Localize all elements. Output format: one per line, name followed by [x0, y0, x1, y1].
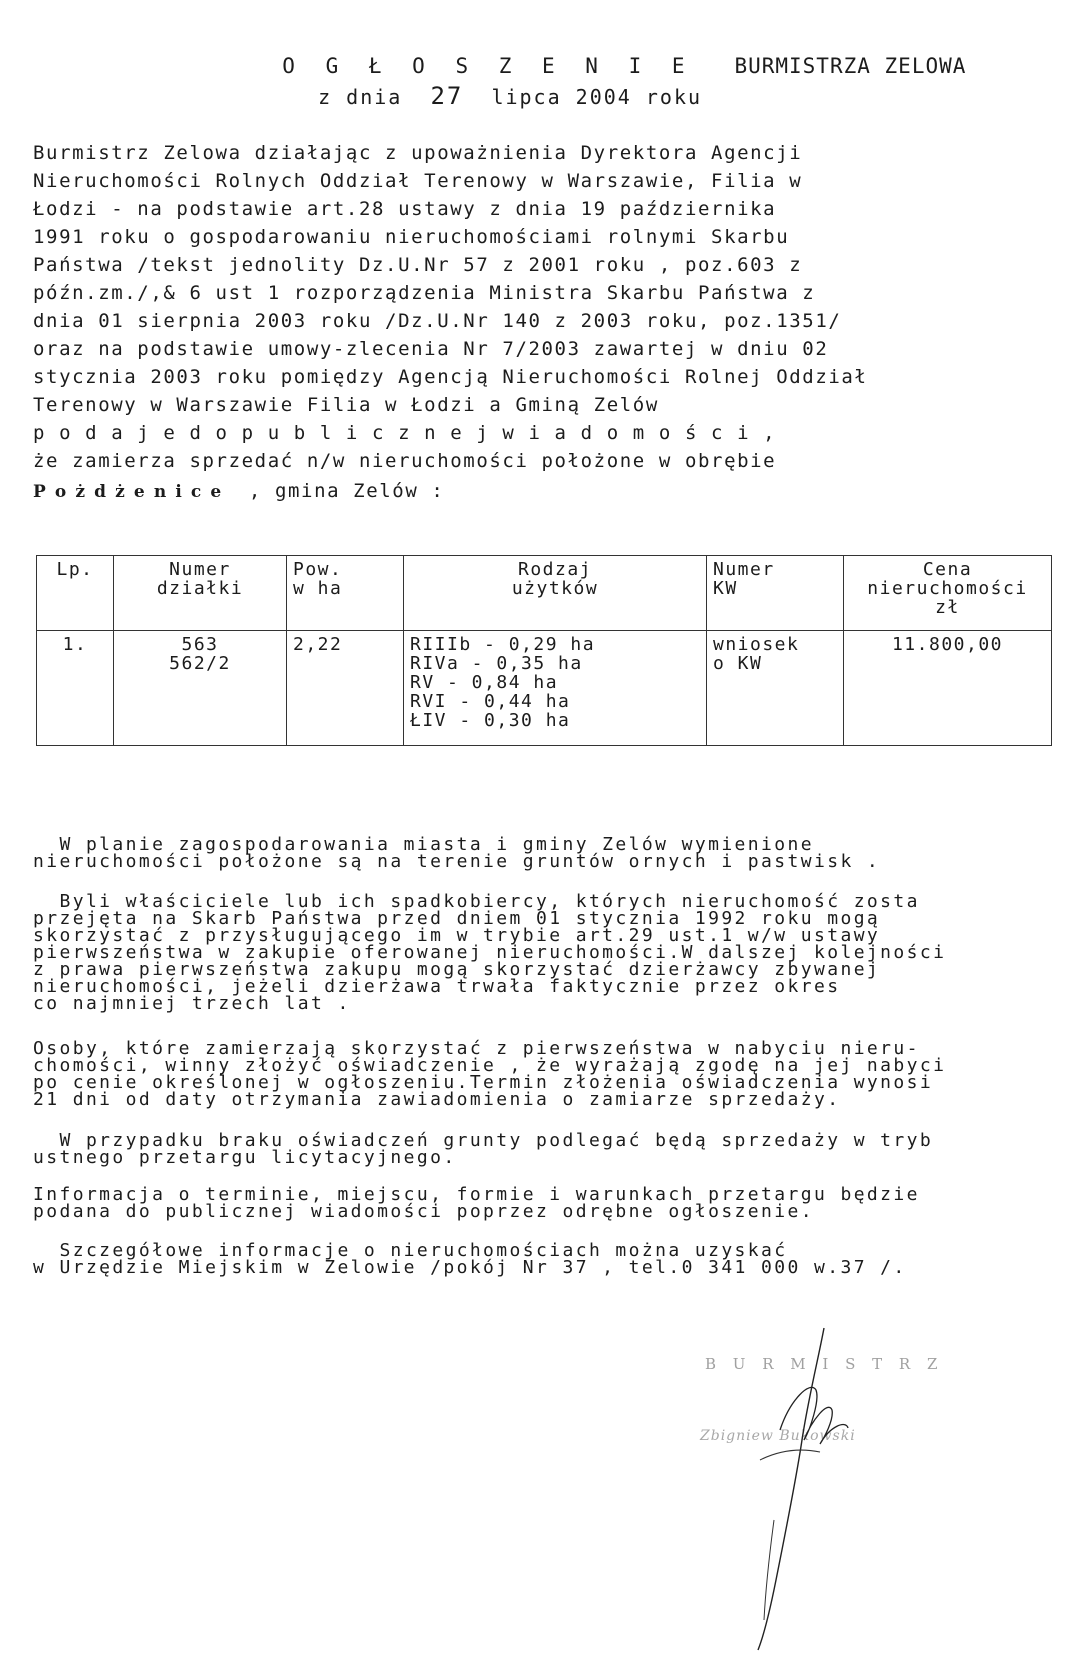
intro-line: stycznia 2003 roku pomiędzy Agencją Nieruchomości Rolnej Oddział [33, 366, 868, 388]
stamp-name: Zbigniew Bukowski [700, 1428, 856, 1444]
cell-lp: 1. [37, 631, 114, 746]
village-name: P o ż d ż e n i c e [33, 482, 223, 502]
date-day: 27 [430, 82, 464, 110]
intro-line: dnia 01 sierpnia 2003 roku /Dz.U.Nr 140 z 2003 roku, poz.1351/ [33, 310, 842, 332]
locality-line [33, 480, 444, 502]
intro-line: p o d a j e d o p u b l i c z n e j w i a d o m o ś c i , [33, 422, 777, 444]
paragraph-auction: W przypadku braku oświadczeń grunty podlegać będą sprzedaży w tryb ustnego przetargu licytacyjnego. [33, 1130, 934, 1168]
stamp-title: B U R M I S T R Z [705, 1355, 944, 1373]
paragraph-former-owners: Byli właściciele lub ich spadkobiercy, których nieruchomość zosta przejęta na Skarb Państwa przed dniem 01 stycznia 1992 roku mogą skorzystać z przysługującego im w trybie art.29 ust.1 w/w ustawy pierwszeństwa w zakupie oferowanej nieruchomości.W dalszej kolejności z prawa pierwszeństwa zakupu mogą skorzystać dzierżawcy zbywanej nieruchomości, jeżeli dzierżawa trwała faktycznie przez okres co najmniej trzech lat . [33, 891, 947, 1014]
paragraph-deadline: Osoby, które zamierzają skorzystać z pierwszeństwa w nabyciu nieru- chomości, winny złożyć oświadczenie , że wyrażają zgodę na jej nabyci po cenie określonej w ogłoszeniu.Termin złożenia oświadczenia wynosi 21 dni od daty otrzymania zawiadomienia o zamiarze sprzedaży. [33, 1038, 947, 1110]
title-issuer: BURMISTRZA ZELOWA [734, 54, 967, 78]
table-row [37, 631, 1052, 746]
cell-area: 2,22 [287, 631, 404, 746]
date-rest: lipca 2004 roku [491, 85, 703, 109]
header-plot: Numer działki [114, 556, 287, 631]
intro-line: Burmistrz Zelowa działając z upoważnienia Dyrektora Agencji [33, 142, 803, 164]
intro-line: późn.zm./,& 6 ust 1 rozporządzenia Ministra Skarbu Państwa z [33, 282, 816, 304]
header-area: Pow. w ha [287, 556, 404, 631]
header-lp: Lp. [37, 556, 114, 631]
intro-line: 1991 roku o gospodarowaniu nieruchomościami rolnymi Skarbu [33, 226, 790, 248]
notice-date [290, 58, 702, 110]
header-kw: Numer KW [707, 556, 844, 631]
intro-line: Terenowy w Warszawie Filia w Łodzi a Gminą Zelów [33, 394, 659, 416]
locality-rest: , gmina Zelów : [248, 480, 445, 502]
paragraph-zoning: W planie zagospodarowania miasta i gminy Zelów wymienione nieruchomości położone są na terenie gruntów ornych i pastwisk . [33, 834, 881, 872]
intro-line: Łodzi - na podstawie art.28 ustawy z dnia 19 października [33, 198, 777, 220]
intro-line: oraz na podstawie umowy-zlecenia Nr 7/2003 zawartej w dniu 02 [33, 338, 829, 360]
intro-line: że zamierza sprzedać n/w nieruchomości położone w obrębie [33, 450, 777, 472]
handwritten-signature [720, 1320, 880, 1660]
date-prefix: z dnia [318, 85, 403, 109]
paragraph-information: Informacja o terminie, miejscu, formie i warunkach przetargu będzie podana do publicznej wiadomości poprzez odrębne ogłoszenie. [33, 1184, 920, 1222]
title-word: O G Ł O S Z E N I E [282, 54, 694, 78]
header-price: Cena nieruchomości zł [844, 556, 1052, 631]
land-table [36, 555, 1052, 746]
intro-line: Nieruchomości Rolnych Oddział Terenowy w Warszawie, Filia w [33, 170, 803, 192]
header-land-use: Rodzaj użytków [404, 556, 707, 631]
table-header-row [37, 556, 1052, 631]
cell-land-use: RIIIb - 0,29 ha RIVa - 0,35 ha RV - 0,84 ha RVI - 0,44 ha ŁIV - 0,30 ha [404, 631, 707, 746]
intro-line: Państwa /tekst jednolity Dz.U.Nr 57 z 2001 roku , poz.603 z [33, 254, 803, 276]
cell-price: 11.800,00 [844, 631, 1052, 746]
paragraph-contact: Szczegółowe informacje o nieruchomościach można uzyskać w Urzędzie Miejskim w Zelowie /pokój Nr 37 , tel.0 341 000 w.37 /. [33, 1240, 907, 1278]
cell-plots: 563 562/2 [114, 631, 287, 746]
cell-kw: wniosek o KW [707, 631, 844, 746]
